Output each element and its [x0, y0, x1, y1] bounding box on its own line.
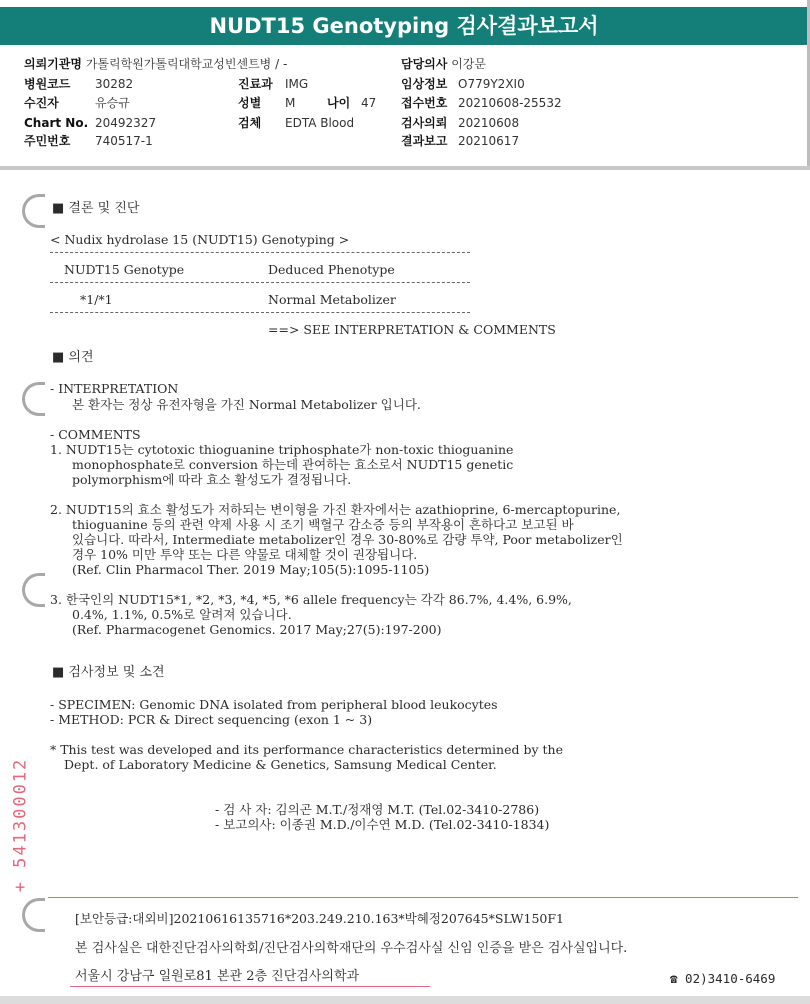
chart-value: 20492327: [95, 116, 157, 130]
name-label: 수진자: [24, 96, 59, 110]
institution-value: 가톨릭학원가톨릭대학교성빈센트병 / -: [85, 57, 288, 71]
request-date-value: 20210608: [458, 116, 520, 130]
doctor-row: [401, 57, 486, 71]
comment-3-line: 3. 한국인의 NUDT15*1, *2, *3, *4, *5, *6 allele frequency는 각각 86.7%, 4.4%, 6.9%,: [50, 592, 572, 607]
receipt-value: 20210608-25532: [458, 96, 562, 110]
rrn-label: 주민번호: [24, 134, 71, 148]
doctor-value: 이강문: [451, 57, 486, 71]
rrn-value: 740517-1: [95, 134, 153, 148]
phenotype-column-header: Deduced Phenotype: [268, 262, 395, 277]
comment-2-line: 있습니다. 따라서, Intermediate metabolizer인 경우 30-80%로 감량 투약, Poor metabolizer인: [72, 532, 623, 547]
comment-2-line: 2. NUDT15의 효소 활성도가 저하되는 변이형을 가진 환자에서는 azathioprine, 6-mercaptopurine,: [50, 502, 621, 517]
name-value: 유승규: [95, 96, 130, 110]
comments-heading: - COMMENTS: [50, 427, 141, 442]
comment-2-reference: (Ref. Clin Pharmacol Ther. 2019 May;105(5):1095-1105): [72, 562, 430, 577]
address-underline: [70, 986, 430, 987]
clinical-info-label: 임상정보: [401, 77, 448, 91]
clinical-info-value: O779Y2XI0: [458, 77, 525, 91]
dash-divider: [50, 252, 470, 253]
sex-label: 성별: [238, 96, 262, 110]
hospital-code-label: 병원코드: [24, 77, 71, 91]
method-line: - METHOD: PCR & Direct sequencing (exon 1 ~ 3): [50, 712, 373, 727]
institution-row: [24, 57, 287, 71]
comment-3-reference: (Ref. Pharmacogenet Genomics. 2017 May;27(5):197-200): [72, 622, 442, 637]
sex-value: M: [285, 96, 296, 110]
binder-hole: [22, 382, 45, 416]
request-date-label: 검사의뢰: [401, 116, 448, 130]
test-name: < Nudix hydrolase 15 (NUDT15) Genotyping >: [50, 232, 350, 247]
specimen-line: - SPECIMEN: Genomic DNA isolated from peripheral blood leukocytes: [50, 697, 498, 712]
genotype-value: *1/*1: [80, 292, 113, 307]
comment-1-line: monophosphate로 conversion 하는데 관여하는 효소로서 NUDT15 genetic: [72, 457, 514, 472]
section-conclusion-title: ■ 결론 및 진단: [52, 201, 140, 216]
side-stamp: + 541300012: [10, 757, 31, 893]
report-date-label: 결과보고: [401, 134, 448, 148]
dash-divider: [50, 312, 470, 313]
security-line: [보안등급:대외비]20210616135716*203.249.210.163*박혜정207645*SLW150F1: [75, 911, 564, 926]
examiner-line: - 검 사 자: 김의곤 M.T./정재영 M.T. (Tel.02-3410-2786): [215, 802, 540, 817]
institution-label: 의뢰기관명: [24, 57, 82, 71]
genotype-column-header: NUDT15 Genotype: [64, 262, 185, 277]
dept-value: IMG: [285, 77, 309, 91]
phone-number: ☎ 02)3410-6469: [670, 971, 776, 986]
section-opinion-title: ■ 의견: [52, 350, 94, 365]
dash-divider: [50, 282, 470, 283]
disclaimer-line: Dept. of Laboratory Medicine & Genetics, Samsung Medical Center.: [64, 757, 497, 772]
age-label: 나이: [327, 96, 351, 110]
reporting-physician-line: - 보고의사: 이종권 M.D./이수연 M.D. (Tel.02-3410-1834): [215, 817, 550, 832]
interpretation-heading: - INTERPRETATION: [50, 381, 179, 396]
interpretation-text: 본 환자는 정상 유전자형을 가진 Normal Metabolizer 입니다.: [72, 397, 421, 412]
comment-1-line: polymorphism에 따라 효소 활성도가 결정됩니다.: [72, 472, 352, 487]
certification-line: 본 검사실은 대한진단검사의학회/진단검사의학재단의 우수검사실 신임 인증을 받은 검사실입니다.: [75, 941, 628, 956]
see-interpretation: ==> SEE INTERPRETATION & COMMENTS: [268, 322, 556, 337]
page-bottom-edge: [0, 996, 810, 1004]
header-divider: [0, 166, 810, 170]
phenotype-value: Normal Metabolizer: [268, 292, 396, 307]
dept-label: 진료과: [238, 77, 273, 91]
section-test-info-title: ■ 검사정보 및 소견: [52, 665, 165, 680]
binder-hole: [22, 573, 45, 607]
specimen-label: 검체: [238, 116, 262, 130]
disclaimer-line: * This test was developed and its performance characteristics determined by the: [50, 742, 563, 757]
comment-2-line: thioguanine 등의 관련 약제 사용 시 조기 백혈구 감소증 등의 부작용이 흔하다고 보고된 바: [72, 517, 574, 532]
stamp-underline: [48, 897, 798, 898]
hospital-code-value: 30282: [95, 77, 134, 91]
address-line: 서울시 강남구 일원로81 본관 2층 진단검사의학과: [75, 969, 360, 984]
doctor-label: 담당의사: [401, 57, 448, 71]
receipt-label: 접수번호: [401, 96, 448, 110]
report-date-value: 20210617: [458, 134, 520, 148]
comment-2-line: 경우 10% 미만 투약 또는 다른 약물로 대체할 것이 권장됩니다.: [72, 547, 418, 562]
report-title: NUDT15 Genotyping 검사결과보고서: [0, 7, 808, 45]
binder-hole: [22, 194, 45, 228]
comment-1-line: 1. NUDT15는 cytotoxic thioguanine triphosphate가 non-toxic thioguanine: [50, 442, 514, 457]
specimen-value: EDTA Blood: [285, 116, 355, 130]
comment-3-line: 0.4%, 1.1%, 0.5%로 알려져 있습니다.: [72, 607, 292, 622]
chart-label: Chart No.: [24, 116, 89, 130]
age-value: 47: [361, 96, 377, 110]
